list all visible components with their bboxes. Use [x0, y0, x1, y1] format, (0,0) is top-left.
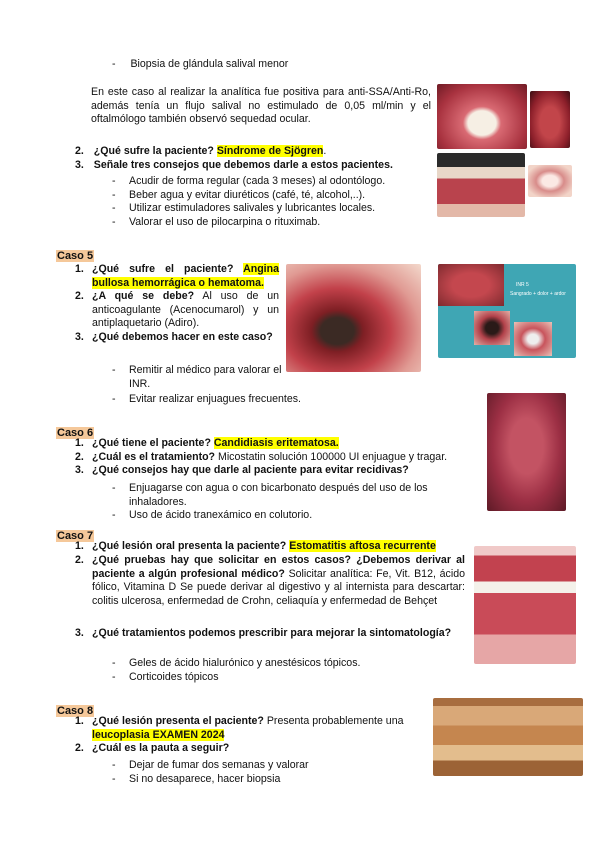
- list-item: - Beber agua y evitar diuréticos (café, té, alcohol,..).: [112, 188, 366, 201]
- case-8-steps: [112, 759, 412, 786]
- slide-title: INR 5: [516, 282, 529, 288]
- list-item: - Remitir al médico para valorar el INR.: [112, 364, 282, 390]
- question: 3. ¿Qué tratamientos podemos prescribir para mejorar la sintomatología?: [75, 627, 452, 639]
- list-item: - Uso de ácido tranexámico en colutorio.: [112, 509, 313, 522]
- biopsy-item: Biopsia de glándula salival menor: [130, 58, 289, 70]
- lips-photo: [528, 165, 572, 197]
- question: 2. ¿Qué pruebas hay que solicitar en estos casos? ¿Debemos derivar al paciente a algún profesional médico? Solicitar analítica: Fe, Vit. B12, ácido fólico, Vitamina D Se puede derivar al digestivo y al internista para descartar: colitis ulcerosa, enfermedad de Crohn, celiaquía y enfermedad de Behçet: [75, 554, 465, 607]
- leukoplakia-photo: [433, 698, 583, 776]
- list-item: - Utilizar estimuladores salivales y lubricantes locales.: [112, 202, 376, 215]
- question: 1. ¿Qué lesión presenta el paciente? Presenta probablemente una leucoplasia EXAMEN 2024 2. ¿Cuál es la pauta a seguir?: [75, 715, 404, 755]
- gingiva-photo: [514, 322, 552, 356]
- tongue-photo: [530, 91, 570, 148]
- hematoma-photo: [286, 264, 421, 372]
- case-6-heading: Caso 6: [57, 427, 94, 439]
- candidiasis-tongue-photo: [487, 393, 566, 511]
- sjogren-paragraph: En este caso al realizar la analítica fue positiva para anti-SSA/Anti-Ro, además tenía un flujo salival no estimulado de 0,05 ml/min y el oftalmólogo también observó sequedad ocular.: [91, 86, 431, 126]
- case-7-heading: Caso 7: [57, 530, 94, 542]
- inr-slide: [438, 264, 576, 358]
- list-item: - Corticoides tópicos: [112, 670, 219, 683]
- list-item: [112, 58, 412, 72]
- case-6-questions: [75, 437, 495, 478]
- list-item: - Enjuagarse con agua o con bicarbonato después del uso de los inhaladores.: [112, 482, 428, 508]
- slide-subtitle: Sangrado + dolor + ardor: [510, 291, 566, 297]
- palate-photo: [474, 311, 510, 345]
- question: 1. ¿Qué tiene el paciente? Candidiasis eritematosa.: [75, 437, 339, 449]
- question: 2. ¿Qué sufre la paciente? Síndrome de Sjögren.: [75, 145, 327, 157]
- list-item: - Evitar realizar enjuagues frecuentes.: [112, 393, 301, 405]
- list-item: - Si no desaparece, hacer biopsia: [112, 772, 281, 785]
- answer-highlight: Estomatitis aftosa recurrente: [289, 540, 436, 552]
- bullet-dash: -: [112, 58, 116, 70]
- answer-highlight: Síndrome de Sjögren: [216, 145, 324, 157]
- dry-mouth-photo: [437, 153, 525, 217]
- advice-list: [112, 175, 432, 229]
- list-item: - Dejar de fumar dos semanas y valorar: [112, 759, 309, 771]
- answer-highlight: leucoplasia EXAMEN 2024: [92, 728, 225, 741]
- case-8-heading: Caso 8: [57, 705, 94, 717]
- gingiva-photo: [437, 84, 527, 149]
- question: 1. ¿Qué lesión oral presenta la paciente? Estomatitis aftosa recurrente: [75, 540, 436, 552]
- case-5-heading: Caso 5: [57, 250, 94, 262]
- list-item: - Valorar el uso de pilocarpina o rituximab.: [112, 215, 321, 228]
- mouth-photo: [438, 264, 504, 306]
- case-7-treatments: [112, 657, 432, 684]
- question: 2. ¿Cuál es el tratamiento? Micostatin solución 100000 UI enjuague y tragar.: [75, 450, 448, 463]
- list-item: - Geles de ácido hialurónico y anestésicos tópicos.: [112, 657, 361, 669]
- case-6-advice: [112, 482, 452, 523]
- aphthous-ulcers-photo: [474, 546, 576, 664]
- answer-highlight: Candidiasis eritematosa.: [213, 437, 339, 449]
- list-item: - Acudir de forma regular (cada 3 meses) al odontólogo.: [112, 175, 386, 187]
- question: 1. ¿Qué sufre el paciente? Angina bullosa hemorrágica o hematoma. 2. ¿A qué se debe? Al uso de un anticoagulante (Acenocumarol) y un antiplaquetario (Adiro). 3. ¿Qué debemos hacer en este caso?: [75, 263, 279, 343]
- question: 3. Señale tres consejos que debemos darle a estos pacientes.: [75, 159, 393, 171]
- question: 3. ¿Qué consejos hay que darle al paciente para evitar recidivas?: [75, 464, 409, 477]
- case-5-actions: [112, 364, 282, 391]
- answer-highlight: Angina bullosa hemorrágica o hematoma.: [92, 263, 279, 289]
